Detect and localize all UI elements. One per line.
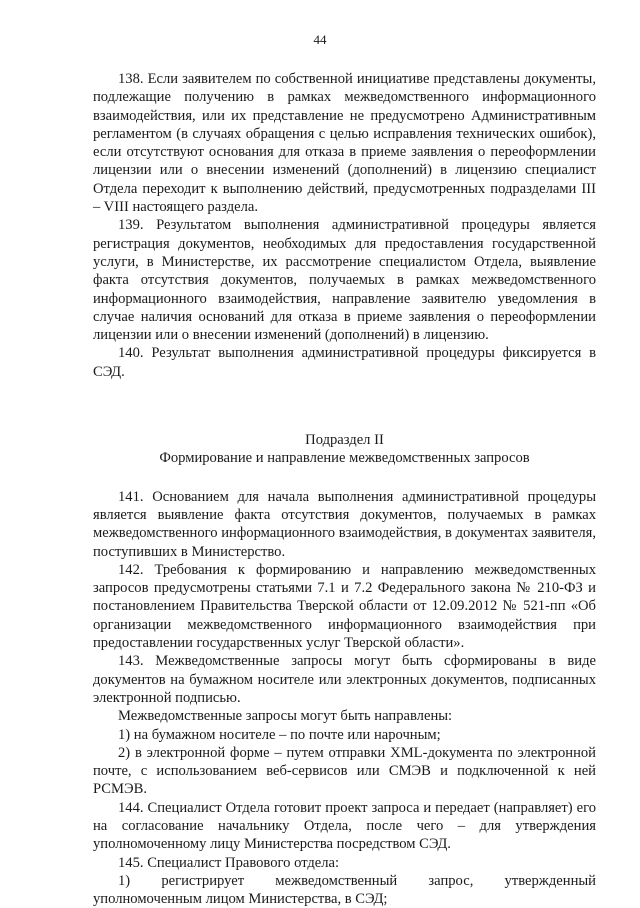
paragraph-142: 142. Требования к формированию и направлению межведомственных запросов предусмотрены статьями 7.1 и 7.2 Федерального закона № 210-ФЗ и постановлением Правительства Тверской области от 12.09.2012 № 521-пп «Об организации межведомственного информационного взаимодействия при предоставлении государственных услуг Тверской области». (93, 561, 596, 652)
heading-spacer (93, 468, 596, 488)
list-item-electronic: 2) в электронной форме – путем отправки XML-документа по электронной почте, с использованием веб-сервисов или СМЭВ и подключенной к ней РСМЭВ. (93, 744, 596, 798)
paragraph-145: 145. Специалист Правового отдела: (118, 854, 340, 871)
section-spacer (93, 381, 596, 431)
paragraph-139: 139. Результатом выполнения административной процедуры является регистрация документов, необходимых для предоставления государственной услуги, в Министерстве, их рассмотрение специалистом Отдела, выявление факта отсутствия документов, получаемых в рамках межведомственного информационного взаимодействия, направление заявителю уведомления в случае наличия оснований для отказа в приеме заявления о переоформлении лицензии или о внесении изменений (дополнений) в лицензию. (93, 217, 596, 344)
paragraph-141: 141. Основанием для начала выполнения административной процедуры является выявление факта отсутствия документов, получаемых в рамках межведомственного информационного взаимодействия, в документах заявителя, поступивших в Министерство. (93, 488, 596, 560)
paragraph-requests-intro: Межведомственные запросы могут быть направлены: (118, 708, 453, 725)
subsection-label: Подраздел II (305, 432, 384, 449)
page-number: 44 (313, 32, 327, 47)
paragraph-138: 138. Если заявителем по собственной инициативе представлены документы, подлежащие получению в рамках межведомственного информационного взаимодействия, или их представление не предусмотрено Административным регламентом (в случаях обращения с целью исправления технических ошибок), если отсутствуют основания для отказа в приеме заявления о переоформлении лицензии или о внесении изменений (дополнений) в лицензию специалист Отдела переходит к выполнению действий, предусмотренных подразделами III – VIII настоящего раздела. (93, 71, 596, 216)
subsection-title: Формирование и направление межведомственных запросов (159, 450, 530, 467)
paragraph-144: 144. Специалист Отдела готовит проект запроса и передает (направляет) его на согласование начальнику Отдела, после чего – для утверждения уполномоченному лицу Министерства посредством СЭД. (93, 799, 596, 853)
document-body (93, 70, 596, 908)
list-item-paper: 1) на бумажном носителе – по почте или нарочным; (118, 726, 441, 743)
list-item-register: 1) регистрирует межведомственный запрос, утвержденный уполномоченным лицом Министерства, в СЭД; (93, 872, 596, 908)
paragraph-143: 143. Межведомственные запросы могут быть сформированы в виде документов на бумажном носителе или электронных документов, подписанных электронной подписью. (93, 653, 596, 706)
paragraph-140: 140. Результат выполнения административной процедуры фиксируется в СЭД. (93, 345, 596, 380)
